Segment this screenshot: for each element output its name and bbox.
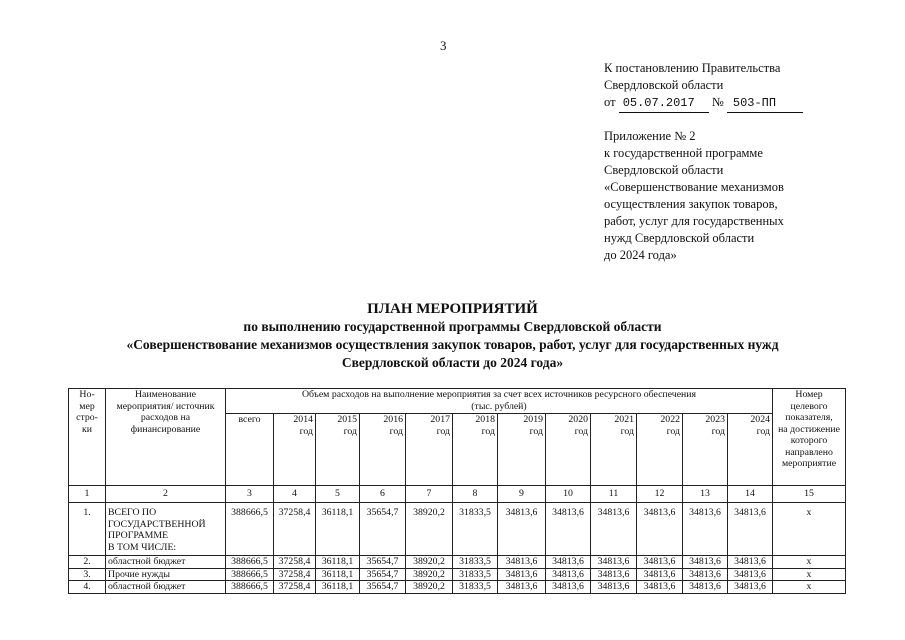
value-cell: 34813,6 — [546, 581, 591, 594]
column-number: 7 — [406, 486, 453, 503]
header-text: ки — [81, 423, 92, 435]
header-text: 2021 — [614, 414, 634, 425]
header-text: 2019 — [523, 414, 543, 425]
header-text: расходов на — [140, 412, 191, 423]
header-text: Объем расходов на выполнение мероприятия за счет всех источников ресурсного обеспечения — [301, 389, 697, 400]
value-cell: 34813,6 — [591, 503, 637, 556]
value-cell: 31833,5 — [453, 503, 498, 556]
header-text: 2015 — [337, 414, 357, 425]
value-cell: 37258,4 — [274, 503, 316, 556]
value-cell: 34813,6 — [498, 503, 546, 556]
value-cell: 34813,6 — [683, 556, 728, 569]
header-year-2021 — [591, 414, 637, 486]
header-text: 2016 — [383, 414, 403, 425]
header-name — [106, 389, 226, 486]
header-text: показателя, — [785, 412, 833, 423]
header-year-2024 — [728, 414, 773, 486]
column-number: 12 — [637, 486, 683, 503]
resolution-date-line — [604, 94, 803, 113]
value-cell: 34813,6 — [591, 581, 637, 594]
row-name-text: Прочие нужды — [108, 568, 170, 580]
target-cell: х — [773, 556, 846, 569]
value-cell: 34813,6 — [637, 568, 683, 581]
appendix-line: Свердловской области — [604, 163, 724, 177]
plan-title-line-4: Свердловской области до 2024 года» — [341, 355, 564, 370]
header-text: мероприятия/ источник — [116, 400, 215, 412]
value-cell: 36118,1 — [316, 568, 360, 581]
appendix-line: нужд Свердловской области — [604, 231, 755, 245]
value-cell: 38920,2 — [406, 556, 453, 569]
value-cell: 35654,7 — [360, 556, 406, 569]
value-cell: 34813,6 — [728, 503, 773, 556]
appendix-line: осуществления закупок товаров, — [604, 197, 778, 211]
value-cell: 34813,6 — [683, 503, 728, 556]
value-cell: 34813,6 — [546, 556, 591, 569]
column-number: 14 — [728, 486, 773, 503]
resolution-reference — [604, 60, 803, 113]
plan-title-line-3: «Совершенствование механизмов осуществления закупок товаров, работ, услуг для государственных нужд — [126, 337, 779, 352]
value-cell: 388666,5 — [226, 581, 274, 594]
resolution-line-2: Свердловской области — [604, 78, 724, 92]
header-text: всего — [238, 414, 261, 425]
row-number: 4. — [69, 581, 106, 594]
value-cell: 34813,6 — [498, 581, 546, 594]
row-name-text: областной бюджет — [108, 581, 186, 592]
appendix-reference — [604, 128, 784, 264]
appendix-line: «Совершенствование механизмов — [604, 180, 784, 194]
value-cell: 34813,6 — [591, 568, 637, 581]
header-year-2022 — [637, 414, 683, 486]
header-text: 2024 — [750, 414, 770, 425]
value-cell: 38920,2 — [406, 503, 453, 556]
row-name — [106, 581, 226, 594]
header-text: 2014 — [293, 414, 313, 425]
header-text: год — [666, 425, 680, 437]
value-cell: 35654,7 — [360, 581, 406, 594]
header-year-2016 — [360, 414, 406, 486]
header-text: Номер — [795, 389, 823, 400]
column-number: 9 — [498, 486, 546, 503]
header-row-1 — [69, 389, 846, 414]
header-year-2017 — [406, 414, 453, 486]
column-number: 5 — [316, 486, 360, 503]
row-number: 3. — [69, 568, 106, 581]
value-cell: 34813,6 — [637, 556, 683, 569]
page-number: 3 — [440, 38, 447, 53]
value-cell: 37258,4 — [274, 556, 316, 569]
appendix-line: работ, услуг для государственных — [604, 214, 784, 228]
value-cell: 34813,6 — [728, 556, 773, 569]
value-cell: 31833,5 — [453, 581, 498, 594]
plan-title-line-2: по выполнению государственной программы Свердловской области — [243, 319, 662, 334]
column-number: 15 — [773, 486, 846, 503]
row-number: 2. — [69, 556, 106, 569]
header-total — [226, 414, 274, 486]
value-cell: 34813,6 — [498, 568, 546, 581]
target-cell: х — [773, 581, 846, 594]
header-text: год — [343, 425, 357, 437]
value-cell: 34813,6 — [546, 568, 591, 581]
value-cell: 37258,4 — [274, 568, 316, 581]
table-row — [69, 568, 846, 581]
target-cell: х — [773, 503, 846, 556]
row-name-text: областной бюджет — [108, 556, 186, 567]
header-text: год — [389, 425, 403, 437]
value-cell: 34813,6 — [728, 581, 773, 594]
header-year-2023 — [683, 414, 728, 486]
header-text: Наименование — [134, 389, 197, 400]
value-cell: 34813,6 — [591, 556, 637, 569]
value-cell: 34813,6 — [637, 503, 683, 556]
header-target — [773, 389, 846, 486]
value-cell: 38920,2 — [406, 568, 453, 581]
column-number: 2 — [106, 486, 226, 503]
header-year-2014 — [274, 414, 316, 486]
target-cell: х — [773, 568, 846, 581]
header-text: год — [620, 425, 634, 437]
value-cell: 34813,6 — [546, 503, 591, 556]
value-cell: 37258,4 — [274, 581, 316, 594]
header-text: Но- — [79, 389, 95, 400]
header-text: которого — [790, 435, 828, 446]
header-text: год — [481, 425, 495, 437]
value-cell: 34813,6 — [728, 568, 773, 581]
header-text: на достижение — [778, 423, 840, 435]
value-cell: 34813,6 — [683, 568, 728, 581]
plan-title-line-1: ПЛАН МЕРОПРИЯТИЙ — [367, 301, 538, 317]
column-number: 13 — [683, 486, 728, 503]
resolution-number: 503-ПП — [727, 95, 803, 113]
value-cell: 38920,2 — [406, 581, 453, 594]
table-row — [69, 581, 846, 594]
column-number: 1 — [69, 486, 106, 503]
table-row — [69, 556, 846, 569]
column-numbers-row — [69, 486, 846, 503]
header-text: год — [529, 425, 543, 437]
header-text: год — [574, 425, 588, 437]
row-name-text: ГОСУДАРСТВЕННОЙ — [108, 518, 206, 530]
value-cell: 34813,6 — [498, 556, 546, 569]
number-label: № — [711, 95, 724, 109]
value-cell: 34813,6 — [683, 581, 728, 594]
row-name-text: ПРОГРАММЕ — [108, 530, 169, 541]
header-text: год — [711, 425, 725, 437]
resolution-date: 05.07.2017 — [619, 95, 709, 113]
header-text: мероприятие — [781, 458, 837, 469]
from-label: от — [604, 95, 616, 109]
header-text: год — [299, 425, 313, 437]
value-cell: 36118,1 — [316, 581, 360, 594]
header-text: финансирование — [130, 423, 201, 435]
header-text: 2017 — [430, 414, 450, 425]
column-number: 11 — [591, 486, 637, 503]
column-number: 8 — [453, 486, 498, 503]
row-name — [106, 556, 226, 569]
value-cell: 34813,6 — [637, 581, 683, 594]
header-text: год — [756, 425, 770, 437]
header-year-2018 — [453, 414, 498, 486]
header-text: 2022 — [660, 414, 680, 425]
row-name — [106, 568, 226, 581]
column-number: 10 — [546, 486, 591, 503]
header-text: направлено — [785, 446, 833, 458]
value-cell: 388666,5 — [226, 568, 274, 581]
appendix-line: к государственной программе — [604, 146, 763, 160]
value-cell: 36118,1 — [316, 503, 360, 556]
header-text: 2018 — [475, 414, 495, 425]
appendix-line: Приложение № 2 — [604, 129, 696, 143]
column-number: 4 — [274, 486, 316, 503]
header-year-2015 — [316, 414, 360, 486]
plan-title — [0, 300, 905, 372]
header-year-2020 — [546, 414, 591, 486]
header-text: 2023 — [705, 414, 725, 425]
table-row — [69, 503, 846, 556]
row-name-text: В ТОМ ЧИСЛЕ: — [108, 541, 177, 553]
value-cell: 31833,5 — [453, 556, 498, 569]
header-row-number — [69, 389, 106, 486]
header-volume — [226, 389, 773, 414]
header-text: год — [436, 425, 450, 437]
row-number: 1. — [69, 503, 106, 556]
value-cell: 36118,1 — [316, 556, 360, 569]
value-cell: 388666,5 — [226, 503, 274, 556]
header-text: (тыс. рублей) — [471, 400, 527, 412]
value-cell: 31833,5 — [453, 568, 498, 581]
column-number: 3 — [226, 486, 274, 503]
value-cell: 35654,7 — [360, 503, 406, 556]
appendix-line: до 2024 года» — [604, 248, 677, 262]
header-text: мер — [79, 400, 95, 412]
header-text: целевого — [790, 400, 828, 412]
row-name — [106, 503, 226, 556]
row-name-text: ВСЕГО ПО — [108, 507, 157, 518]
header-text: 2020 — [568, 414, 588, 425]
header-text: стро- — [76, 412, 98, 423]
header-year-2019 — [498, 414, 546, 486]
resolution-line-1: К постановлению Правительства — [604, 61, 781, 75]
column-number: 6 — [360, 486, 406, 503]
plan-table — [68, 388, 846, 594]
value-cell: 388666,5 — [226, 556, 274, 569]
value-cell: 35654,7 — [360, 568, 406, 581]
